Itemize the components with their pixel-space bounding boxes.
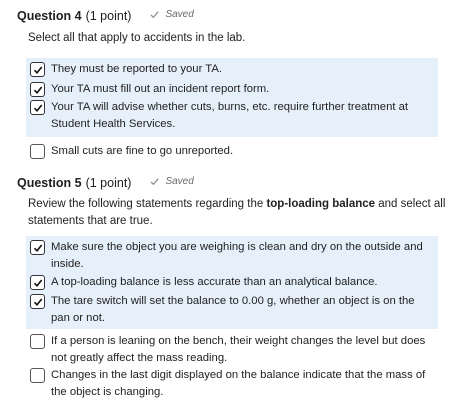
check-icon bbox=[33, 243, 43, 253]
option-label: A top-loading balance is less accurate than an analytical balance. bbox=[51, 276, 378, 288]
q5-option-1[interactable] bbox=[26, 236, 438, 274]
saved-label: Saved bbox=[165, 176, 194, 187]
check-icon bbox=[33, 278, 43, 288]
question-5-points: (1 point) bbox=[85, 176, 132, 190]
checkbox-checked[interactable] bbox=[30, 100, 45, 115]
question-4-points: (1 point) bbox=[85, 9, 132, 23]
check-icon bbox=[33, 65, 43, 75]
option-label: Your TA must fill out an incident report form. bbox=[51, 83, 270, 95]
saved-check-icon bbox=[149, 176, 160, 187]
q4-option-2[interactable] bbox=[26, 81, 438, 99]
question-5-title: Question 5 bbox=[17, 176, 82, 190]
prompt-text: and select all statements that are true. bbox=[28, 198, 446, 227]
q4-option-4[interactable] bbox=[26, 140, 438, 160]
option-label: If a person is leaning on the bench, their weight changes the level but does not greatly affect the mass reading. bbox=[51, 335, 426, 364]
saved-label: Saved bbox=[165, 9, 194, 20]
check-icon bbox=[33, 85, 43, 95]
check-icon bbox=[33, 297, 43, 307]
option-label: Small cuts are fine to go unreported. bbox=[51, 145, 234, 157]
option-label: They must be reported to your TA. bbox=[51, 63, 222, 75]
q5-option-5[interactable] bbox=[26, 364, 438, 400]
checkbox-checked[interactable] bbox=[30, 294, 45, 309]
question-5-saved-status bbox=[149, 176, 193, 187]
checkbox-checked[interactable] bbox=[30, 62, 45, 77]
q4-option-1[interactable] bbox=[26, 58, 438, 81]
question-4-prompt: Select all that apply to accidents in the lab. bbox=[28, 32, 246, 44]
question-4-header bbox=[17, 9, 194, 23]
q4-option-3[interactable] bbox=[26, 99, 438, 137]
q5-option-4[interactable] bbox=[26, 330, 438, 364]
question-5-prompt bbox=[28, 196, 448, 230]
option-label: The tare switch will set the balance to 0.00 g, whether an object is on the pan or not. bbox=[51, 295, 415, 324]
prompt-bold-term: top-loading balance bbox=[266, 198, 376, 210]
check-icon bbox=[33, 103, 43, 113]
option-label: Make sure the object you are weighing is clean and dry on the outside and inside. bbox=[51, 241, 423, 270]
question-5-header bbox=[17, 176, 194, 190]
checkbox-unchecked[interactable] bbox=[30, 144, 45, 159]
checkbox-unchecked[interactable] bbox=[30, 368, 45, 383]
prompt-text: Review the following statements regarding the bbox=[28, 198, 267, 210]
checkbox-checked[interactable] bbox=[30, 82, 45, 97]
option-label: Changes in the last digit displayed on the balance indicate that the mass of the object is changing. bbox=[51, 369, 426, 398]
q5-option-2[interactable] bbox=[26, 274, 438, 293]
question-4-title: Question 4 bbox=[17, 9, 82, 23]
saved-check-icon bbox=[149, 9, 160, 20]
checkbox-checked[interactable] bbox=[30, 240, 45, 255]
option-label: Your TA will advise whether cuts, burns, etc. require further treatment at Student Health Services. bbox=[51, 101, 409, 130]
q5-option-3[interactable] bbox=[26, 293, 438, 329]
checkbox-checked[interactable] bbox=[30, 275, 45, 290]
checkbox-unchecked[interactable] bbox=[30, 334, 45, 349]
question-4-saved-status bbox=[149, 9, 193, 20]
